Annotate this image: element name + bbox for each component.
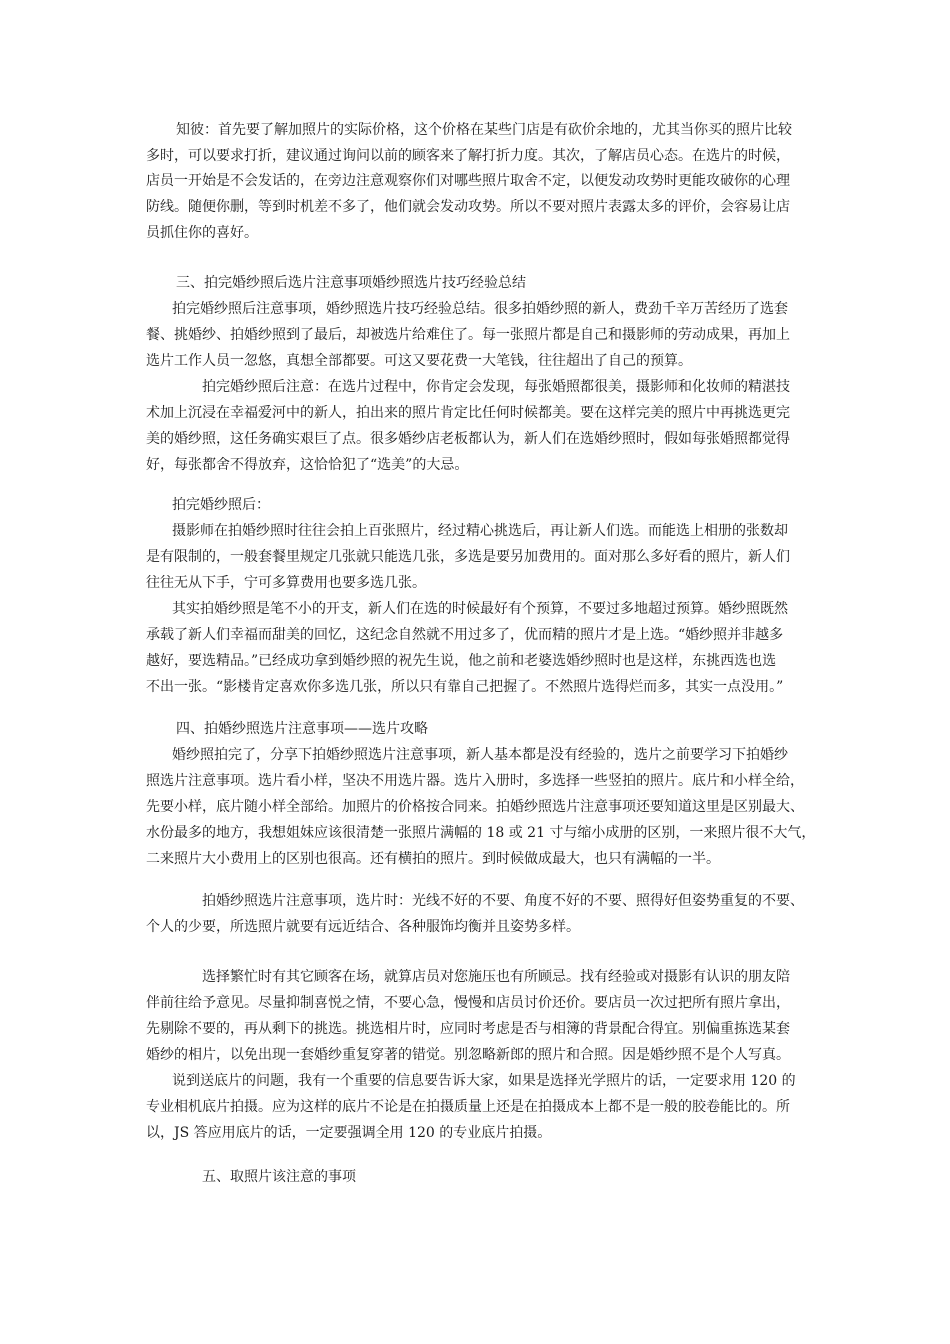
paragraph-line: 婚纱照拍完了，分享下拍婚纱照选片注意事项，新人基本都是没有经验的，选片之前要学习下拍婚纱 — [172, 747, 788, 763]
paragraph-line: 水份最多的地方，我想姐妹应该很清楚一张照片满幅的 18 或 21 寸与缩小成册的区别，一来照片很不大气， — [146, 825, 816, 841]
paragraph-line: 往往无从下手，宁可多算费用也要多选几张。 — [146, 575, 426, 591]
paragraph-line: 选片工作人员一忽悠，真想全部都要。可这又要花费一大笔钱，往往超出了自己的预算。 — [146, 353, 692, 369]
section-heading: 三、拍完婚纱照后选片注意事项婚纱照选片技巧经验总结 — [176, 275, 526, 291]
paragraph-line: 越好，要选精品。”已经成功拿到婚纱照的祝先生说，他之前和老婆选婚纱照时也是这样，东挑西选也选 — [146, 653, 777, 669]
subheading: 拍完婚纱照后： — [172, 497, 270, 513]
paragraph-line: 照选片注意事项。选片看小样，坚决不用选片器。选片入册时，多选择一些竖拍的照片。底片和小样全给， — [146, 773, 804, 789]
paragraph-line: 员抓住你的喜好。 — [146, 225, 258, 241]
paragraph-line: 承载了新人们幸福而甜美的回忆，这纪念自然就不用过多了，优而精的照片才是上选。“婚纱照并非越多 — [146, 627, 784, 643]
paragraph-line: 是有限制的，一般套餐里规定几张就只能选几张，多选是要另加费用的。面对那么多好看的照片，新人们 — [146, 549, 790, 565]
paragraph-line: 说到送底片的问题，我有一个重要的信息要告诉大家，如果是选择光学照片的话，一定要求用 120 的 — [172, 1073, 796, 1089]
paragraph-line: 餐、挑婚纱、拍婚纱照到了最后，却被选片给难住了。每一张照片都是自己和摄影师的劳动成果，再加上 — [146, 327, 790, 343]
paragraph-line: 伴前往给予意见。尽量抑制喜悦之情，不要心急，慢慢和店员讨价还价。要店员一次过把所有照片拿出， — [146, 995, 790, 1011]
paragraph-line: 选择繁忙时有其它顾客在场，就算店员对您施压也有所顾忌。找有经验或对摄影有认识的朋友陪 — [202, 969, 790, 985]
paragraph-line: 二来照片大小费用上的区别也很高。还有横拍的照片。到时候做成最大，也只有满幅的一半。 — [146, 851, 720, 867]
paragraph-line: 好，每张都舍不得放弃，这恰恰犯了“选美”的大忌。 — [146, 457, 469, 473]
paragraph-line: 专业相机底片拍摄。应为这样的底片不论是在拍摄质量上还是在拍摄成本上都不是一般的胶卷能比的。所 — [146, 1099, 790, 1115]
paragraph-line: 拍完婚纱照后注意：在选片过程中，你肯定会发现，每张婚照都很美，摄影师和化妆师的精湛技 — [202, 379, 790, 395]
paragraph-line: 术加上沉浸在幸福爱河中的新人，拍出来的照片肯定比任何时候都美。要在这样完美的照片中再挑选更完 — [146, 405, 790, 421]
paragraph-line: 多时，可以要求打折，建议通过询问以前的顾客来了解打折力度。其次，了解店员心态。在选片的时候， — [146, 148, 790, 164]
paragraph-line: 防线。随便你删，等到时机差不多了，他们就会发动攻势。所以不要对照片表露太多的评价，会容易让店 — [146, 199, 790, 215]
paragraph-line: 摄影师在拍婚纱照时往往会拍上百张照片，经过精心挑选后，再让新人们选。而能选上相册的张数却 — [172, 523, 788, 539]
paragraph-line: 知彼：首先要了解加照片的实际价格，这个价格在某些门店是有砍价余地的，尤其当你买的照片比较 — [176, 122, 792, 138]
paragraph-line: 以，JS 答应用底片的话，一定要强调全用 120 的专业底片拍摄。 — [146, 1125, 552, 1141]
paragraph-line: 婚纱的相片，以免出现一套婚纱重复穿著的错觉。别忽略新郎的照片和合照。因是婚纱照不是个人写真。 — [146, 1047, 790, 1063]
paragraph-line: 拍婚纱照选片注意事项，选片时：光线不好的不要、角度不好的不要、照得好但姿势重复的不要、 — [202, 893, 804, 909]
paragraph-line: 店员一开始是不会发话的，在旁边注意观察你们对哪些照片取舍不定，以便发动攻势时更能攻破你的心理 — [146, 173, 790, 189]
paragraph-line: 先剔除不要的，再从剩下的挑选。挑选相片时，应同时考虑是否与相簿的背景配合得宜。别偏重拣选某套 — [146, 1021, 790, 1037]
section-heading: 四、拍婚纱照选片注意事项——选片攻略 — [176, 721, 428, 737]
section-heading: 五、取照片该注意的事项 — [202, 1169, 356, 1185]
paragraph-line: 美的婚纱照，这任务确实艰巨了点。很多婚纱店老板都认为，新人们在选婚纱照时，假如每张婚照都觉得 — [146, 431, 790, 447]
paragraph-line: 个人的少要，所选照片就要有远近结合、各种服饰均衡并且姿势多样。 — [146, 919, 580, 935]
paragraph-line: 拍完婚纱照后注意事项，婚纱照选片技巧经验总结。很多拍婚纱照的新人，费劲千辛万苦经历了选套 — [172, 301, 788, 317]
paragraph-line: 其实拍婚纱照是笔不小的开支，新人们在选的时候最好有个预算，不要过多地超过预算。婚纱照既然 — [172, 601, 788, 617]
paragraph-line: 不出一张。“影楼肯定喜欢你多选几张，所以只有靠自己把握了。不然照片选得烂而多，其实一点没用。” — [146, 679, 784, 695]
paragraph-line: 先要小样，底片随小样全部给。加照片的价格按合同来。拍婚纱照选片注意事项还要知道这里是区别最大、 — [146, 799, 804, 815]
